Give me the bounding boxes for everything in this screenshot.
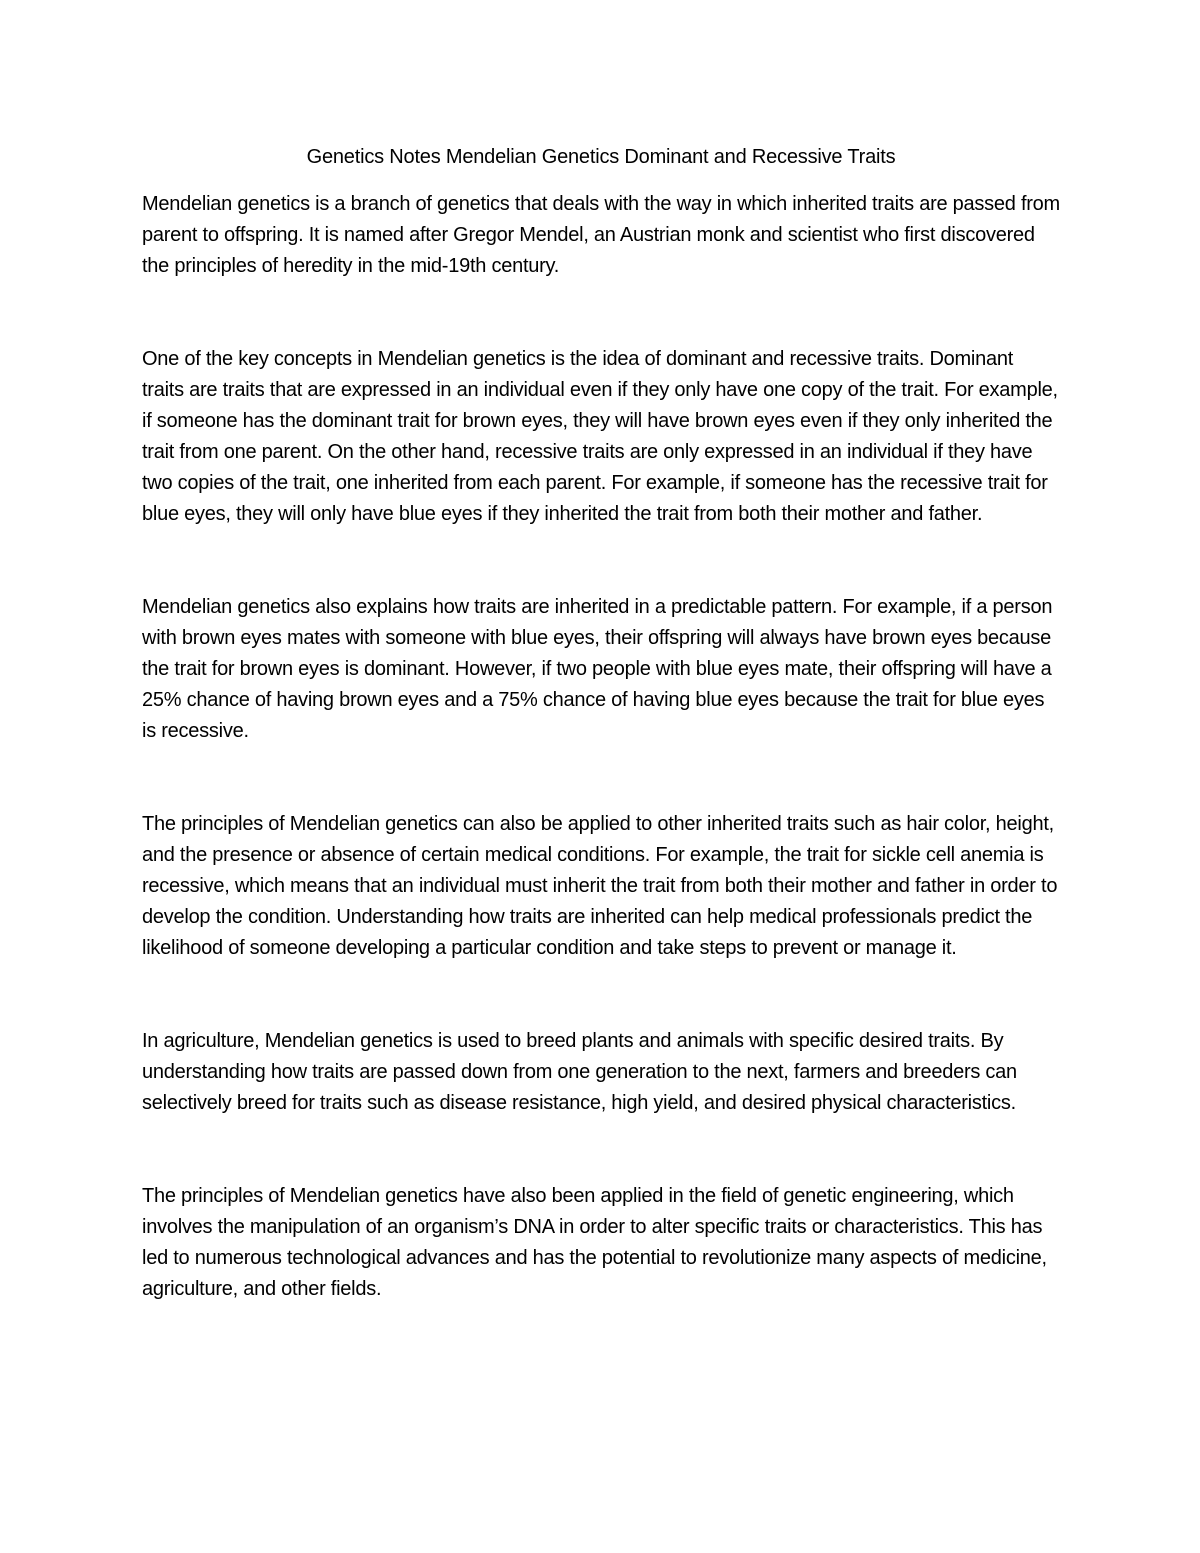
paragraph-genetic-engineering: The principles of Mendelian genetics have also been applied in the field of genetic engineering, which involves the manipulation of an organism’s DNA in order to alter specific traits or characteristics. This has led to numerous technological advances and has the potential to revolutionize many aspects of medicine, agriculture, and other fields.	[142, 1185, 1047, 1300]
paragraph-other-traits: The principles of Mendelian genetics can also be applied to other inherited traits such as hair color, height, and the presence or absence of certain medical conditions. For example, the trait for sickle cell anemia is recessive, which means that an individual must inherit the trait from both their mother and father in order to develop the condition. Understanding how traits are inherited can help medical professionals predict the likelihood of someone developing a particular condition and take steps to prevent or manage it.	[142, 813, 1058, 959]
paragraph-spacer	[142, 282, 1060, 344]
paragraph-dominant-recessive: One of the key concepts in Mendelian genetics is the idea of dominant and recessive traits. Dominant traits are traits that are expressed in an individual even if they only have one copy of the trait. For example, if someone has the dominant trait for brown eyes, they will have brown eyes even if they only inherited the trait from one parent. On the other hand, recessive traits are only expressed in an individual if they have two copies of the trait, one inherited from each parent. For example, if someone has the recessive trait for blue eyes, they will only have blue eyes if they inherited the trait from both their mother and father.	[142, 348, 1058, 525]
paragraph-spacer	[142, 530, 1060, 592]
paragraph-intro: Mendelian genetics is a branch of genetics that deals with the way in which inherited traits are passed from parent to offspring. It is named after Gregor Mendel, an Austrian monk and scientist who first discovered the principles of heredity in the mid-19th century.	[142, 193, 1060, 277]
paragraph-agriculture: In agriculture, Mendelian genetics is used to breed plants and animals with specific desired traits. By understanding how traits are passed down from one generation to the next, farmers and breeders can selectively breed for traits such as disease resistance, high yield, and desired physical characteristics.	[142, 1030, 1017, 1114]
paragraph-predictable-pattern: Mendelian genetics also explains how traits are inherited in a predictable pattern. For example, if a person with brown eyes mates with someone with blue eyes, their offspring will always have brown eyes because the trait for brown eyes is dominant. However, if two people with blue eyes mate, their offspring will have a 25% chance of having brown eyes and a 75% chance of having blue eyes because the trait for blue eyes is recessive.	[142, 596, 1053, 742]
document-title: Genetics Notes Mendelian Genetics Dominant and Recessive Traits	[306, 146, 896, 168]
paragraph-spacer	[142, 1119, 1060, 1181]
paragraph-spacer	[142, 747, 1060, 809]
paragraph-spacer	[142, 964, 1060, 1026]
